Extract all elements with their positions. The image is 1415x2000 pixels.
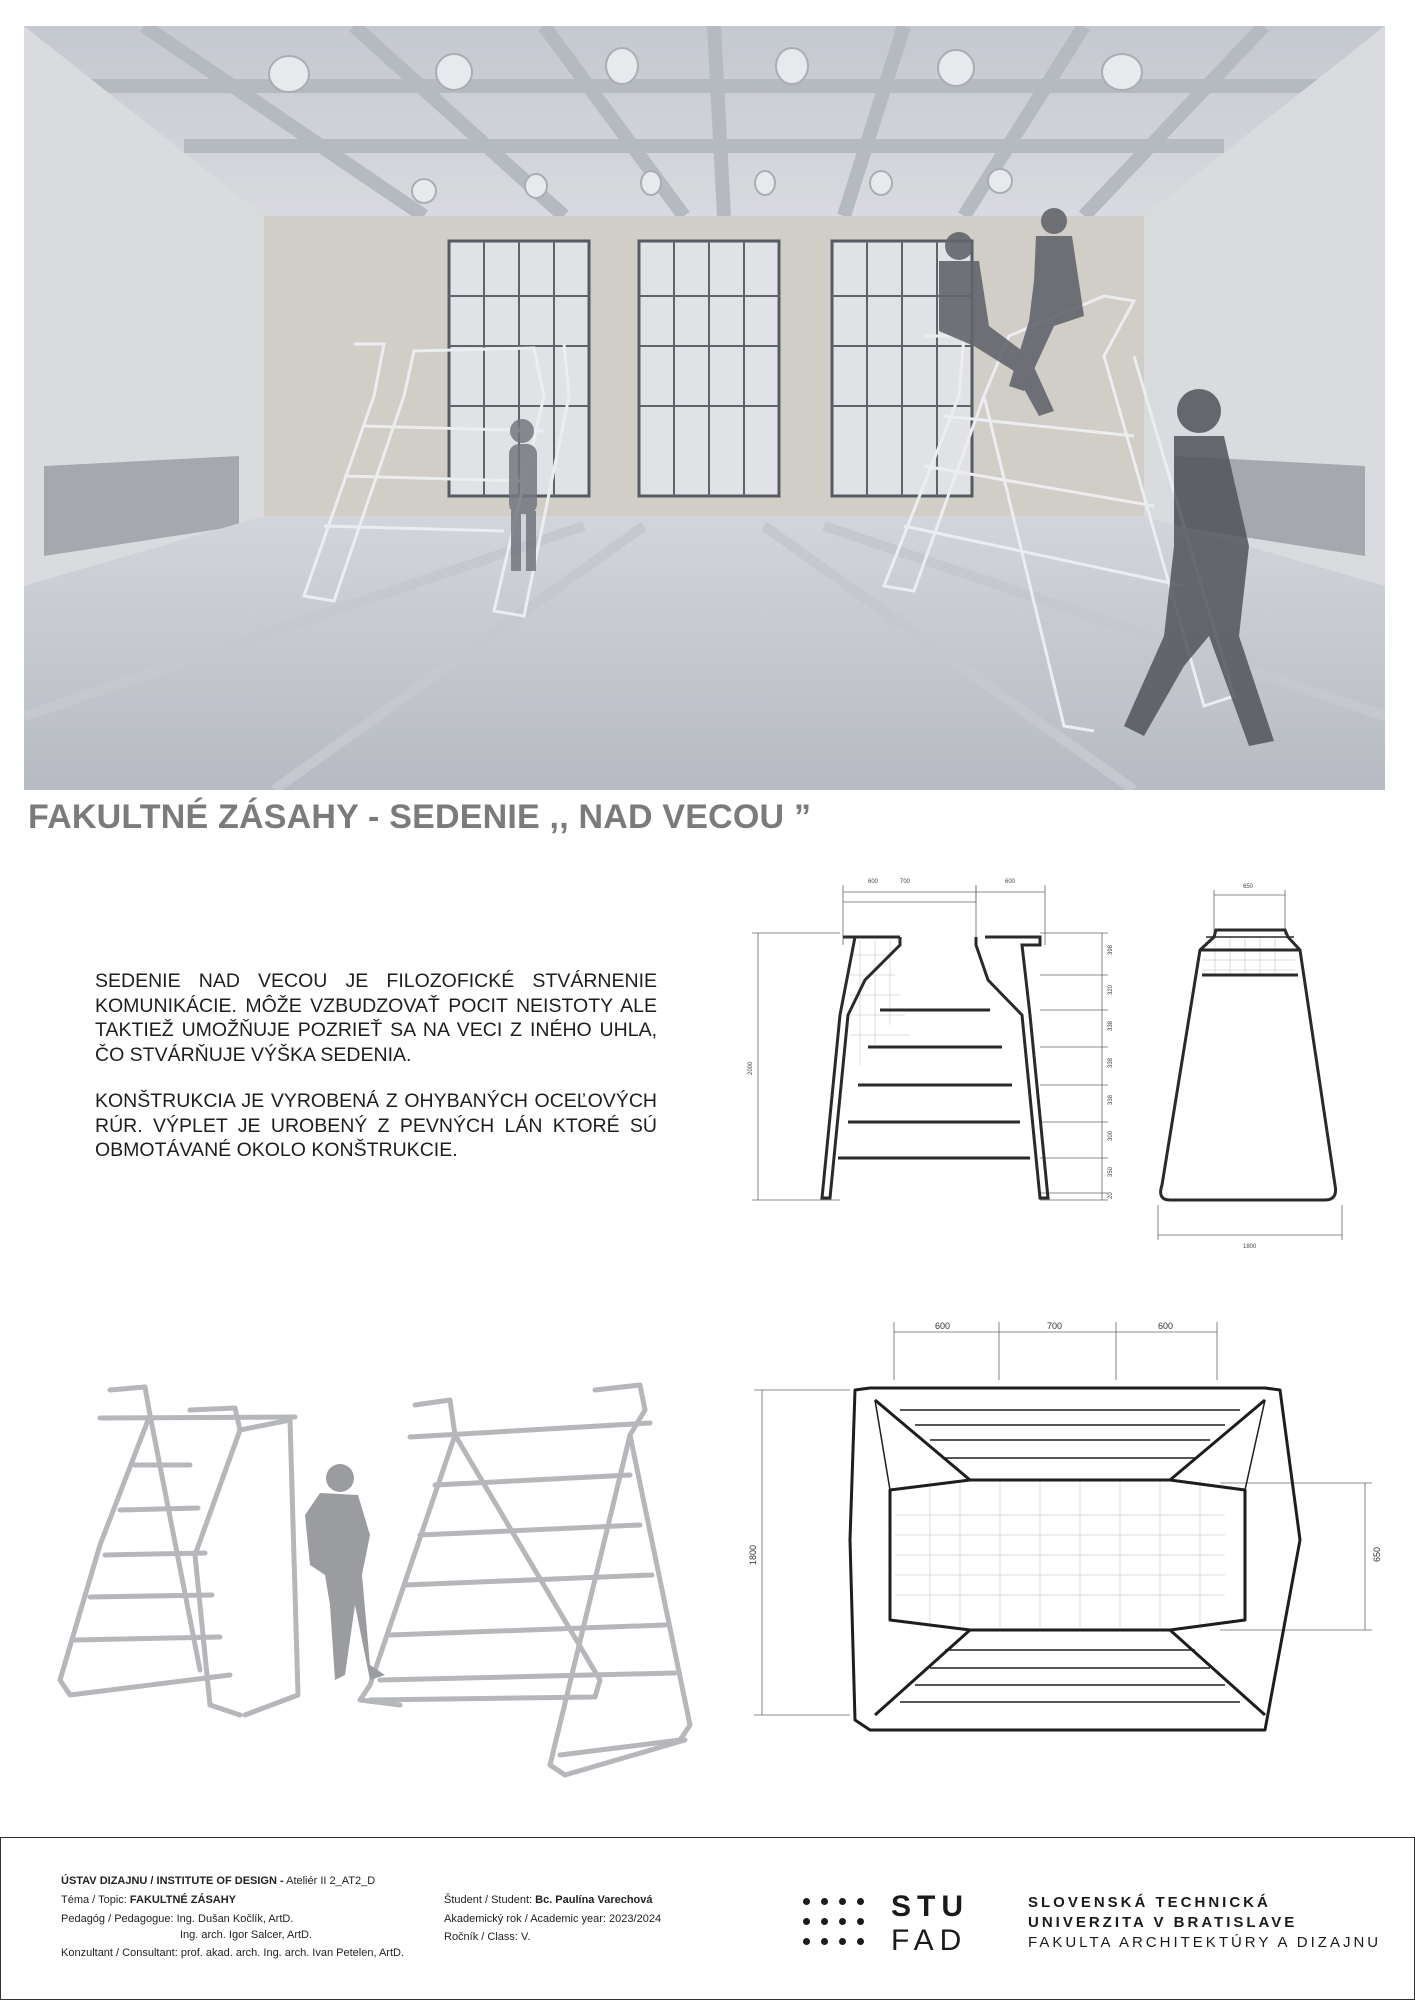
plan-dim-top-1: 600 [935,1321,951,1331]
footer [0,1837,1415,2000]
front-dim-height: 2000 [748,1061,754,1075]
plan-dim-left: 1800 [748,1544,758,1565]
description-paragraph-2: KONŠTRUKCIA JE VYROBENÁ Z OHYBANÝCH OCEĽOVÝCH RÚR. VÝPLET JE UROBENÝ Z PEVNÝCH LÁN KTORÉ SÚ OBMOTÁVANÉ OKOLO KONŠTRUKCIE. [95,1090,657,1161]
footer-topic: Téma / Topic: FAKULTNÉ ZÁSAHY [61,1894,237,1906]
footer-class: Ročník / Class: V. [444,1931,531,1943]
front-dim-top-3: 600 [1005,879,1016,885]
front-dim-side-6: 300 [1108,1130,1114,1141]
page-title: FAKULTNÉ ZÁSAHY - SEDENIE ,, NAD VECOU ” [28,798,812,836]
perspective-svg [40,1375,710,1805]
plan-svg [740,1300,1400,1740]
footer-pedagogue: Pedagóg / Pedagogue: Ing. Dušan Kočlík, ArtD. [61,1913,294,1925]
hero-visualization [24,26,1385,790]
front-dim-side-3: 338 [1108,1020,1114,1031]
front-dim-side-7: 350 [1108,1166,1114,1177]
front-elevation [748,879,1114,1200]
university-name-2: UNIVERZITA V BRATISLAVE [1028,1914,1298,1931]
plan-dim-right: 650 [1372,1546,1382,1562]
front-dim-top-1: 600 [868,879,879,885]
side-dim-top: 650 [1243,884,1254,890]
hall-render [24,26,1385,790]
side-elevation [1158,884,1342,1250]
footer-academic-year: Akademický rok / Academic year: 2023/2024 [444,1913,662,1925]
stu-dots-logo [801,1896,871,1956]
person-silhouette [305,1464,385,1680]
front-dim-side-8: 20 [1108,1192,1114,1199]
description-paragraph-1: SEDENIE NAD VECOU JE FILOZOFICKÉ STVÁRNENIE KOMUNIKÁCIE. MÔŽE VZBUDZOVAŤ POCIT NEISTOTY ALE TAKTIEŽ UMOŽŇUJE POZRIEŤ SA NA VECI Z INÉHO UHLA, ČO STVÁRŇUJE VÝŠKA SEDENIA. [95,970,657,1066]
front-dim-side-4: 338 [1108,1057,1114,1068]
plan-drawing [740,1300,1400,1740]
front-dim-top-2: 700 [900,879,911,885]
front-dim-side-5: 338 [1108,1094,1114,1105]
footer-pedagogue-2: Ing. arch. Igor Salcer, ArtD. [180,1929,313,1941]
logo-stu: STU [891,1890,969,1923]
front-dim-side-2: 320 [1108,984,1114,995]
perspective-drawing [40,1375,710,1805]
logo-fad: FAD [891,1924,968,1957]
plan-dim-top-2: 700 [1047,1321,1063,1331]
plan-dim-top-3: 600 [1158,1321,1174,1331]
front-dim-side-1: 398 [1108,944,1114,955]
footer-institute: ÚSTAV DIZAJNU / INSTITUTE OF DESIGN - Ateliér II 2_AT2_D [61,1875,376,1887]
footer-consultant: Konzultant / Consultant: prof. akad. arch. Ing. arch. Ivan Petelen, ArtD. [61,1947,405,1959]
footer-student: Študent / Student: Bc. Paulína Varechová [444,1894,653,1906]
elevation-svg [740,875,1400,1255]
elevation-drawings [740,875,1400,1255]
side-dim-bottom: 1800 [1243,1244,1257,1250]
university-name-1: SLOVENSKÁ TECHNICKÁ [1028,1894,1271,1911]
faculty-name: FAKULTA ARCHITEKTÚRY A DIZAJNU [1028,1934,1382,1951]
